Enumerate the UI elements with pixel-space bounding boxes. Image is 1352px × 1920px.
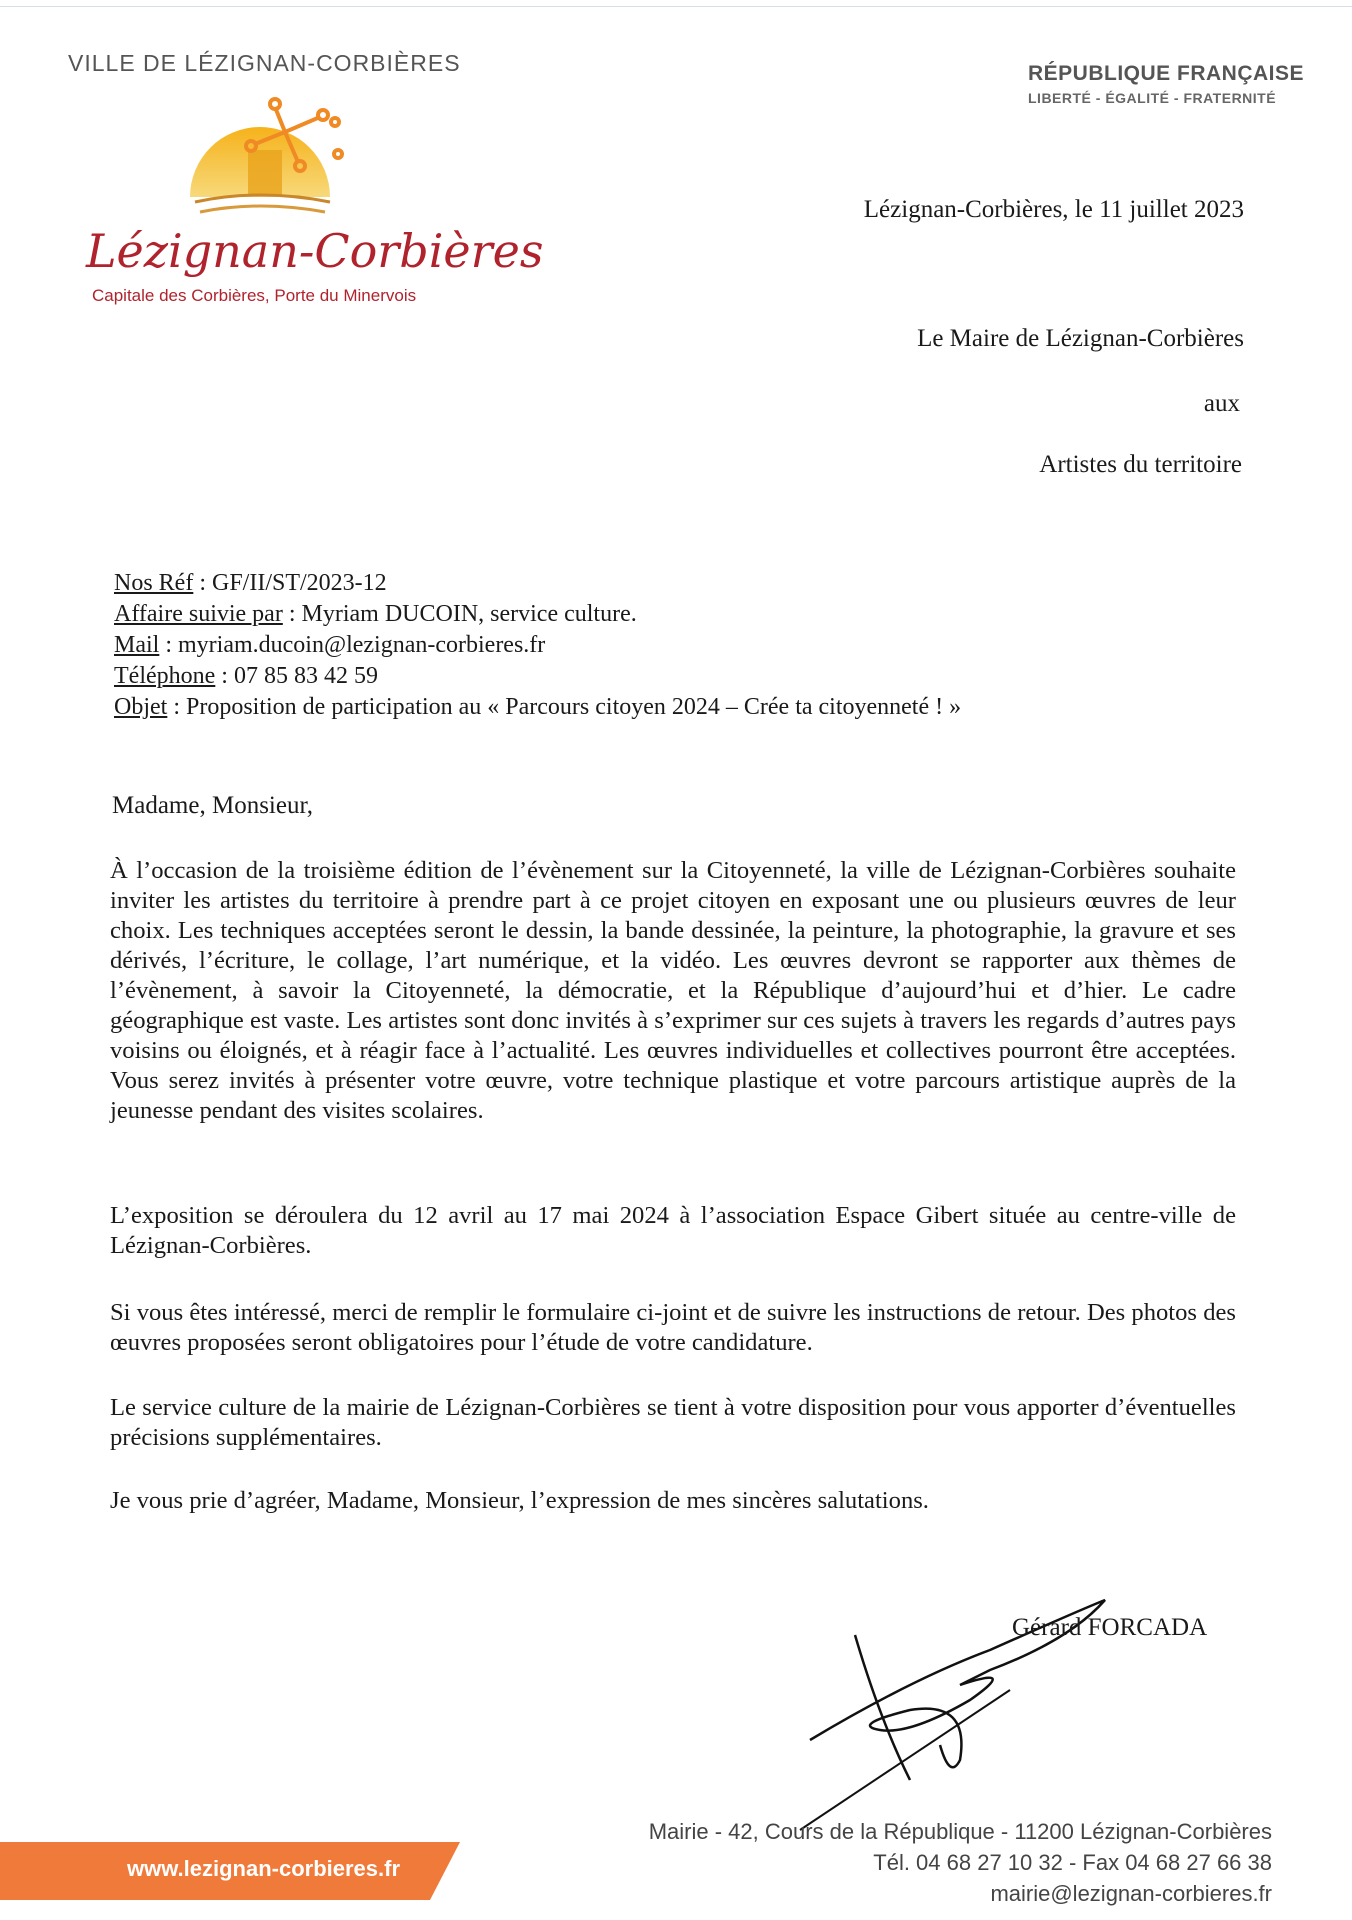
letter-sender: Le Maire de Lézignan-Corbières <box>917 325 1244 352</box>
website-link[interactable]: www.lezignan-corbieres.fr <box>127 1856 401 1881</box>
tel-value: : 07 85 83 42 59 <box>215 663 378 689</box>
ref-label: Nos Réf <box>114 570 194 596</box>
greeting: Madame, Monsieur, <box>112 792 314 819</box>
top-rule <box>0 6 1352 7</box>
affaire-label: Affaire suivie par <box>114 601 283 627</box>
paragraph-4: Le service culture de la mairie de Lézignan-Corbières se tient à votre disposition pour vous apporter d’éventuelles précisions supplémentaires. <box>110 1394 1236 1451</box>
tel-label: Téléphone <box>114 663 216 689</box>
objet-value: : Proposition de participation au « Parcours citoyen 2024 – Crée ta citoyenneté ! » <box>167 694 962 720</box>
affaire-value: : Myriam DUCOIN, service culture. <box>282 601 637 627</box>
logo-script-text: Lézignan-Corbières <box>86 224 544 278</box>
letter-recipient: Artistes du territoire <box>1039 451 1242 478</box>
objet-line <box>114 692 961 723</box>
paragraph-1: À l’occasion de la troisième édition de l’évènement sur la Citoyenneté, la ville de Lézignan-Corbières souhaite inviter les artistes du territoire à prendre part à ce projet citoyen en exposant une ou plusieurs œuvres de leur choix. Les techniques acceptées seront le dessin, la bande dessinée, la peinture, la photographie, la gravure et ses dérivés, l’écriture, le collage, l’art numérique, et la vidéo. Les œuvres devront se rapporter aux thèmes de l’évènement, à savoir la Citoyenneté, la démocratie, et la République d’aujourd’hui et d’hier. Le cadre géographique est vaste. Les artistes sont donc invités à s’exprimer sur ces sujets à travers les regards d’autres pays voisins ou éloignés, et à réagir face à l’actualité. Les œuvres individuelles et collectives pourront être acceptées. Vous serez invités à présenter votre œuvre, votre technique plastique et votre parcours artistique auprès de la jeunesse pendant des visites scolaires. <box>110 857 1236 1124</box>
affaire-line <box>114 599 637 630</box>
mail-label: Mail <box>114 632 160 658</box>
logo-slogan: Capitale des Corbières, Porte du Minervois <box>92 286 417 305</box>
handwritten-signature <box>790 1570 1120 1830</box>
republique-title: RÉPUBLIQUE FRANÇAISE <box>1028 62 1305 85</box>
letter-aux: aux <box>1203 390 1240 417</box>
signatory-name: Gérard FORCADA <box>1012 1614 1208 1641</box>
paragraph-3: Si vous êtes intéressé, merci de remplir le formulaire ci-joint et de suivre les instructions de retour. Des photos des œuvres proposées seront obligatoires pour l’étude de votre candidature. <box>110 1299 1236 1356</box>
ref-line <box>114 568 387 599</box>
footer-phone-fax: Tél. 04 68 27 10 32 - Fax 04 68 27 66 38 <box>873 1850 1272 1875</box>
mail-value[interactable]: : myriam.ducoin@lezignan-corbieres.fr <box>159 632 546 658</box>
footer-address: Mairie - 42, Cours de la République - 11200 Lézignan-Corbières <box>648 1819 1272 1844</box>
mail-line <box>114 630 545 661</box>
republique-motto: LIBERTÉ - ÉGALITÉ - FRATERNITÉ <box>1028 90 1277 106</box>
objet-label: Objet <box>114 694 168 720</box>
letter-date: Lézignan-Corbières, le 11 juillet 2023 <box>863 196 1244 223</box>
tel-line <box>114 661 378 692</box>
paragraph-2: L’exposition se déroulera du 12 avril au 17 mai 2024 à l’association Espace Gibert située au centre-ville de Lézignan-Corbières. <box>110 1202 1236 1259</box>
footer-address-block <box>649 1816 1272 1909</box>
footer-email[interactable]: mairie@lezignan-corbieres.fr <box>990 1881 1272 1906</box>
ref-value: : GF/II/ST/2023-12 <box>193 570 387 596</box>
city-header: VILLE DE LÉZIGNAN-CORBIÈRES <box>68 50 461 76</box>
paragraph-5: Je vous prie d’agréer, Madame, Monsieur, l’expression de mes sincères salutations. <box>110 1487 929 1514</box>
